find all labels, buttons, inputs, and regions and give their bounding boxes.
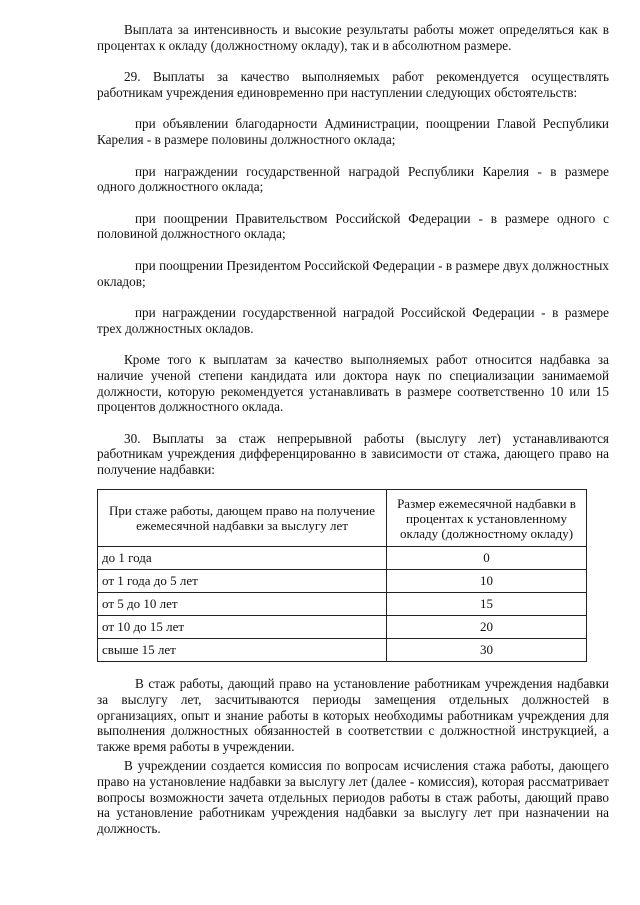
table-row [98, 570, 587, 593]
table-header-seniority: При стаже работы, дающем право на получение ежемесячной надбавки за выслугу лет [98, 490, 387, 547]
document-page [97, 22, 609, 836]
table-cell-seniority: от 1 года до 5 лет [98, 570, 387, 593]
table-cell-seniority: от 5 до 10 лет [98, 593, 387, 616]
table-cell-percent: 10 [387, 570, 587, 593]
paragraph-president-award: при поощрении Президентом Российской Федерации - в размере двух должностных окладов; [97, 257, 609, 289]
paragraph-karelia-award: при награждении государственной наградой Республики Карелия - в размере одного должностного оклада; [97, 163, 609, 195]
paragraph-commission: В учреждении создается комиссия по вопросам исчисления стажа работы, дающего право на установление надбавки за выслугу лет (далее - комиссия), которая рассматривает вопросы возможности зачета отдельных периодов работы в стаж работы, дающий право на установление работникам учреждения надбавки за выслугу лет при назначении на должность. [97, 758, 609, 836]
paragraph-academic-degree: Кроме того к выплатам за качество выполняемых работ относится надбавка за наличие ученой степени кандидата или доктора наук по специализации занимаемой должности, которую рекомендуется устанавливать в размере соответственно 10 или 15 процентов должностного оклада. [97, 352, 609, 415]
table-cell-percent: 15 [387, 593, 587, 616]
paragraph-30: 30. Выплаты за стаж непрерывной работы (выслугу лет) устанавливаются работникам учреждения дифференцированно в зависимости от стажа, дающего право на получение надбавки: [97, 430, 609, 477]
paragraph-seniority-periods: В стаж работы, дающий право на установление работникам учреждения надбавки за выслугу лет, засчитываются периоды замещения отдельных должностей в организациях, опыт и знание работы в которых необходимы работникам учреждения для выполнения должностных обязанностей в соответствии с должностной инструкцией, а также время работы в учреждении. [97, 676, 609, 754]
table-cell-seniority: свыше 15 лет [98, 639, 387, 662]
seniority-table [97, 489, 587, 662]
paragraph-29: 29. Выплаты за качество выполняемых работ рекомендуется осуществлять работникам учреждения единовременно при наступлении следующих обстоятельств: [97, 69, 609, 100]
table-row [98, 593, 587, 616]
paragraph-federal-award: при награждении государственной наградой Российской Федерации - в размере трех должностных окладов. [97, 305, 609, 336]
table-header-allowance: Размер ежемесячной надбавки в процентах к установленному окладу (должностному окладу) [387, 490, 587, 547]
table-row [98, 547, 587, 570]
paragraph-intensity-payment: Выплата за интенсивность и высокие результаты работы может определяться как в процентах к окладу (должностному окладу), так и в абсолютном размере. [97, 22, 609, 53]
table-header-row [98, 490, 587, 547]
table-cell-percent: 30 [387, 639, 587, 662]
seniority-table-wrap [97, 489, 609, 662]
paragraph-government-award: при поощрении Правительством Российской Федерации - в размере одного с половиной должностного оклада; [97, 210, 609, 242]
paragraph-gratitude: при объявлении благодарности Администрации, поощрении Главой Республики Карелия - в размере половины должностного оклада; [97, 116, 609, 147]
table-cell-percent: 20 [387, 616, 587, 639]
table-row [98, 616, 587, 639]
table-cell-percent: 0 [387, 547, 587, 570]
table-row [98, 639, 587, 662]
table-cell-seniority: до 1 года [98, 547, 387, 570]
table-cell-seniority: от 10 до 15 лет [98, 616, 387, 639]
